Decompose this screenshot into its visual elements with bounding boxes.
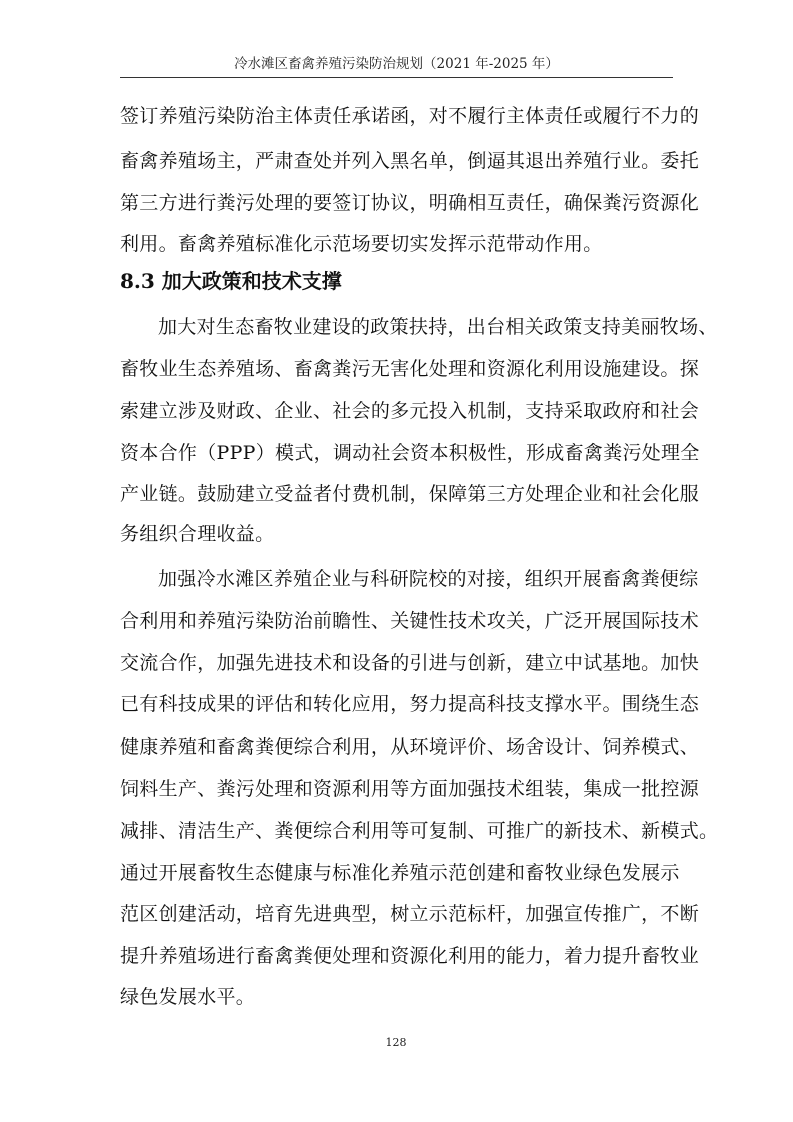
paragraph-3-line: 绿色发展水平。 bbox=[120, 986, 256, 1008]
paragraph-1-line: 签订养殖污染防治主体责任承诺函，对不履行主体责任或履行不力的 bbox=[120, 105, 700, 127]
section-heading: 8.3 加大政策和技术支撑 bbox=[120, 269, 342, 293]
paragraph-2-line: 务组织合理收益。 bbox=[120, 523, 275, 545]
paragraph-3-line: 健康养殖和畜禽粪便综合利用，从环境评价、场舍设计、饲养模式、 bbox=[120, 736, 700, 758]
paragraph-2-line: 加大对生态畜牧业建设的政策扶持，出台相关政策支持美丽牧场、 bbox=[158, 316, 718, 338]
page-number: 128 bbox=[385, 1036, 407, 1049]
paragraph-3-line: 通过开展畜牧生态健康与标准化养殖示范创建和畜牧业绿色发展示 bbox=[120, 862, 680, 884]
header-divider bbox=[120, 77, 673, 78]
paragraph-3-line: 提升养殖场进行畜禽粪便处理和资源化利用的能力，着力提升畜牧业 bbox=[120, 945, 700, 967]
paragraph-2-line: 产业链。鼓励建立受益者付费机制，保障第三方处理企业和社会化服 bbox=[120, 483, 700, 505]
running-header: 冷水滩区畜禽养殖污染防治规划（2021 年-2025 年） bbox=[234, 56, 559, 72]
paragraph-3-line: 范区创建活动，培育先进典型，树立示范标杆，加强宣传推广，不断 bbox=[120, 903, 700, 925]
paragraph-2-line: 索建立涉及财政、企业、社会的多元投入机制，支持采取政府和社会 bbox=[120, 400, 700, 422]
paragraph-3-line: 合利用和养殖污染防治前瞻性、关键性技术攻关，广泛开展国际技术 bbox=[120, 610, 700, 632]
paragraph-2-line: 畜牧业生态养殖场、畜禽粪污无害化处理和资源化利用设施建设。探 bbox=[120, 358, 700, 380]
paragraph-1-line: 利用。畜禽养殖标准化示范场要切实发挥示范带动作用。 bbox=[120, 233, 603, 255]
paragraph-3-line: 加强冷水滩区养殖企业与科研院校的对接，组织开展畜禽粪便综 bbox=[158, 568, 699, 590]
paragraph-3-line: 已有科技成果的评估和转化应用，努力提高科技支撑水平。围绕生态 bbox=[120, 693, 700, 715]
paragraph-3-line: 饲料生产、粪污处理和资源利用等方面加强技术组装，集成一批控源 bbox=[120, 778, 700, 800]
paragraph-1-line: 第三方进行粪污处理的要签订协议，明确相互责任，确保粪污资源化 bbox=[120, 192, 700, 214]
paragraph-3-line: 减排、清洁生产、粪便综合利用等可复制、可推广的新技术、新模式。 bbox=[120, 820, 719, 842]
paragraph-3-line: 交流合作，加强先进技术和设备的引进与创新，建立中试基地。加快 bbox=[120, 652, 700, 674]
paragraph-1-line: 畜禽养殖场主，严肃查处并列入黑名单，倒逼其退出养殖行业。委托 bbox=[120, 150, 700, 172]
paragraph-2-line: 资本合作（PPP）模式，调动社会资本积极性，形成畜禽粪污处理全 bbox=[120, 442, 700, 464]
